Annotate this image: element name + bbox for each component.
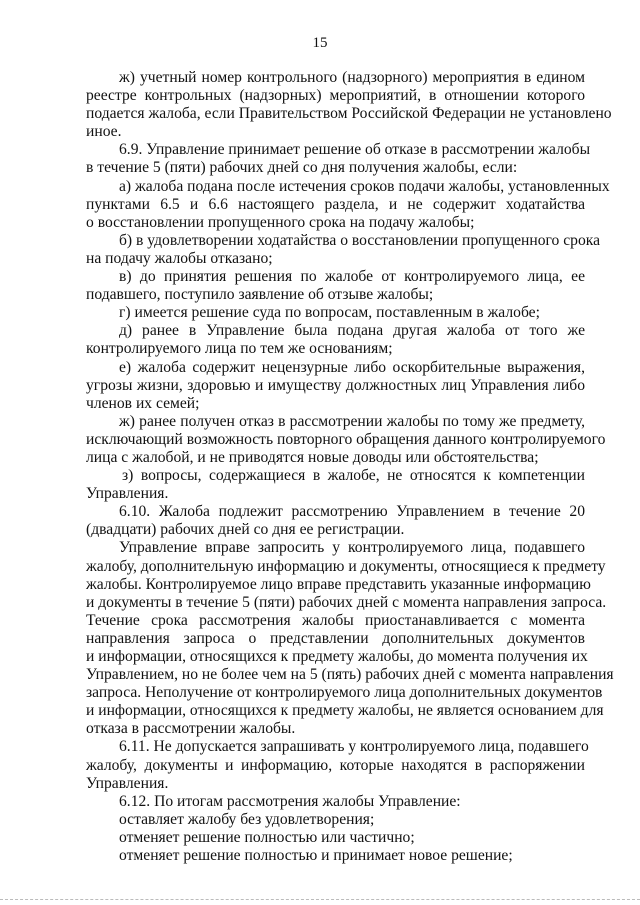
text-line: в) до принятия решения по жалобе от контролируемого лица, ее [119, 268, 585, 286]
document-body [86, 69, 614, 865]
paragraph-z [86, 467, 585, 503]
paragraph-b [86, 231, 601, 268]
paragraph-zh-ranee [86, 412, 606, 467]
text-line: подается жалоба, если Правительством Российской Федерации не установлено [86, 105, 612, 123]
text-line: Управления. [86, 485, 169, 503]
paragraph-otmenyaet-1 [86, 829, 585, 847]
paragraph-v [86, 268, 585, 304]
text-line: угрозы жизни, здоровью и имуществу должностных лиц Управления либо [86, 376, 585, 394]
text-line: в течение 5 (пяти) рабочих дней со дня получения жалобы, если: [86, 159, 518, 177]
paragraph-a [86, 177, 610, 232]
text-line: реестре контрольных (надзорных) мероприятий, в отношении которого [86, 87, 585, 105]
scan-edge-line [0, 899, 640, 900]
text-line: членов их семей; [86, 394, 200, 412]
text-line: и информации, относящихся к предмету жалобы, до момента получения их [86, 648, 588, 665]
text-line: и документы в течение 5 (пяти) рабочих дней с момента направления запроса. [86, 593, 607, 611]
text-line: и информации, относящихся к предмету жалобы, не является основанием для [86, 702, 604, 720]
text-line: Управления. [86, 774, 169, 792]
paragraph-6-10 [86, 503, 585, 539]
text-line: отменяет решение полностью и принимает новое решение; [119, 847, 513, 865]
text-line: отказа в рассмотрении жалобы. [86, 720, 296, 738]
paragraph-ostavlyaet [86, 811, 585, 829]
text-line: жалобы. Контролируемое лицо вправе представить указанные информацию [86, 575, 591, 593]
paragraph-e [86, 359, 585, 413]
text-line: 6.10. Жалоба подлежит рассмотрению Управлением в течение 20 [119, 503, 585, 521]
text-line: исключающий возможность повторного обращения данного контролируемого [86, 430, 606, 448]
text-line: 6.9. Управление принимает решение об отказе в рассмотрении жалобы [119, 141, 591, 159]
text-line: контролируемого лица по тем же основаниям; [86, 340, 393, 358]
paragraph-g [86, 304, 585, 322]
text-line: 6.12. По итогам рассмотрения жалобы Управление: [119, 792, 461, 810]
text-line: ж) ранее получен отказ в рассмотрении жалобы по тому же предмету, [119, 412, 585, 430]
text-line: подавшего, поступило заявление об отзыве жалобы; [86, 286, 434, 304]
text-line: пунктами 6.5 и 6.6 настоящего раздела, и не содержит ходатайства [86, 195, 585, 213]
text-line: 6.11. Не допускается запрашивать у контролируемого лица, подавшего [119, 738, 589, 756]
paragraph-6-11 [86, 738, 589, 792]
text-line: запроса. Неполучение от контролируемого лица дополнительных документов [86, 684, 603, 702]
text-line: ж) учетный номер контрольного (надзорного) мероприятия в едином [119, 69, 585, 86]
text-line: а) жалоба подана после истечения сроков подачи жалобы, установленных [119, 177, 610, 195]
paragraph-zh-uchetny [86, 69, 612, 141]
text-line: отменяет решение полностью или частично; [119, 828, 415, 846]
text-line: направления запроса о представлении дополнительных документов [86, 629, 585, 647]
text-line: Управление вправе запросить у контролируемого лица, подавшего [119, 539, 585, 557]
text-line: е) жалоба содержит нецензурные либо оскорбительные выражения, [119, 358, 585, 376]
text-line: лица с жалобой, и не приводятся новые доводы или обстоятельства; [86, 448, 539, 466]
text-line: оставляет жалобу без удовлетворения; [119, 810, 375, 828]
paragraph-upravlenie-vprave [86, 539, 614, 738]
text-line: жалобу, дополнительную информацию и документы, относящиеся к предмету [86, 557, 606, 575]
paragraph-6-9 [86, 141, 591, 177]
paragraph-d [86, 322, 585, 358]
text-line: Управлением, но не более чем на 5 (пять) рабочих дней с момента направления [86, 666, 614, 684]
text-line: д) ранее в Управление была подана другая жалоба от того же [119, 322, 585, 340]
text-line: з) вопросы, содержащиеся в жалобе, не относятся к компетенции [122, 467, 585, 485]
text-line: г) имеется решение суда по вопросам, поставленным в жалобе; [119, 304, 540, 322]
text-line: (двадцати) рабочих дней со дня ее регистрации. [86, 521, 405, 539]
paragraph-6-12 [86, 793, 585, 811]
page-number: 15 [312, 35, 328, 51]
text-line: о восстановлении пропущенного срока на подачу жалобы; [86, 213, 475, 231]
text-line: Течение срока рассмотрения жалобы приостанавливается с момента [86, 611, 585, 629]
text-line: жалобу, документы и информацию, которые находятся в распоряжении [86, 756, 585, 774]
text-line: на подачу жалобы отказано; [86, 249, 273, 267]
paragraph-otmenyaet-2 [86, 847, 585, 865]
text-line: иное. [86, 123, 122, 141]
text-line: б) в удовлетворении ходатайства о восстановлении пропущенного срока [119, 231, 601, 249]
